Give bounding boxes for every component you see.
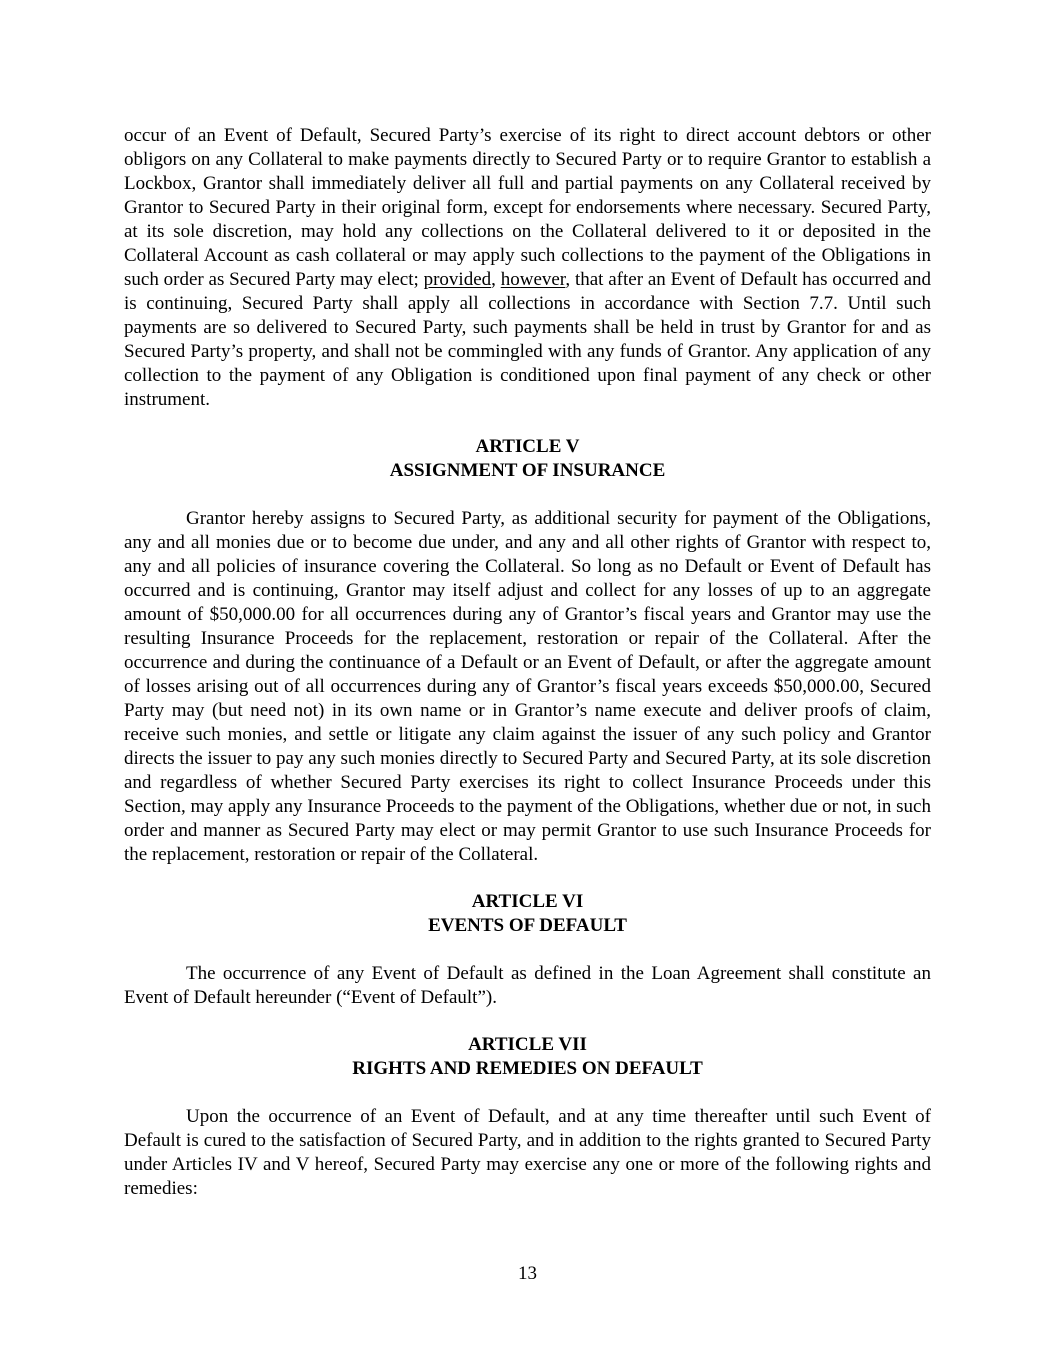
however-underlined: however bbox=[500, 269, 566, 290]
article-5-body: Grantor hereby assigns to Secured Party, as additional security for payment of the Obligations, any and all monies due or to become due under, and any and all other rights of Grantor with respect to, any and all policies of insurance covering the Collateral. So long as no Default or Event of Default has occurred and is continuing, Grantor may itself adjust and collect for any losses of up to an aggregate amount of $50,000.00 for all occurrences during any of Grantor’s fiscal years and Grantor may use the resulting Insurance Proceeds for the replacement, restoration or repair of the Collateral. After the occurrence and during the continuance of a Default or an Event of Default, or after the aggregate amount of losses arising out of all occurrences during any of Grantor’s fiscal years exceeds $50,000.00, Secured Party may (but need not) in its own name or in Grantor’s name execute and deliver proofs of claim, receive such monies, and settle or litigate any claim against the issuer of any such policy and Grantor directs the issuer to pay any such monies directly to Secured Party and Secured Party, at its sole discretion and regardless of whether Secured Party exercises its right to collect Insurance Proceeds under this Section, may apply any Insurance Proceeds to the payment of the Obligations, whether due or not, in such order and manner as Secured Party may elect or may permit Grantor to use such Insurance Proceeds for the replacement, restoration or repair of the Collateral. bbox=[124, 508, 931, 865]
article-6-number: ARTICLE VI bbox=[471, 891, 584, 912]
article-5-number: ARTICLE V bbox=[475, 436, 580, 457]
article-5-title: ASSIGNMENT OF INSURANCE bbox=[389, 460, 666, 481]
intro-text-part1: occur of an Event of Default, Secured Party’s exercise of its right to direct account debtors or other obligors on any Collateral to make payments directly to Secured Party or to require Grantor to establish a Lockbox, Grantor shall immediately deliver all full and partial payments on any Collateral received by Grantor to Secured Party in their original form, except for endorsements where necessary. Secured Party, at its sole discretion, may hold any collections on the Collateral delivered to it or deposited in the Collateral Account as cash collateral or may apply such collections to the payment of the Obligations in such order as Secured Party may elect; bbox=[124, 125, 931, 290]
intro-text-part2: , that after an Event of Default has occurred and is continuing, Secured Party shall apply all collections in accordance with Section 7.7. Until such payments are so delivered to Secured Party, such payments shall be held in trust by Grantor for and as Secured Party’s property, and shall not be commingled with any funds of Grantor. Any application of any collection to the payment of any Obligation is conditioned upon final payment of any check or other instrument. bbox=[124, 269, 932, 410]
article-7-title: RIGHTS AND REMEDIES ON DEFAULT bbox=[352, 1058, 703, 1079]
page-number: 13 bbox=[518, 1263, 537, 1284]
document-page bbox=[124, 124, 931, 1201]
article-6-body: The occurrence of any Event of Default as defined in the Loan Agreement shall constitute an Event of Default hereunder (“Event of Default”). bbox=[124, 963, 931, 1008]
intro-comma: , bbox=[491, 269, 501, 290]
article-7-number: ARTICLE VII bbox=[468, 1034, 587, 1055]
intro-paragraph bbox=[124, 124, 931, 412]
article-6-heading bbox=[124, 890, 931, 938]
article-5-heading bbox=[124, 435, 931, 483]
article-7-body: Upon the occurrence of an Event of Default, and at any time thereafter until such Event of Default is cured to the satisfaction of Secured Party, and in addition to the rights granted to Secured Party under Articles IV and V hereof, Secured Party may exercise any one or more of the following rights and remedies: bbox=[124, 1106, 931, 1199]
provided-underlined: provided bbox=[423, 269, 492, 290]
article-6-title: EVENTS OF DEFAULT bbox=[428, 915, 627, 936]
article-7-heading bbox=[124, 1033, 931, 1081]
